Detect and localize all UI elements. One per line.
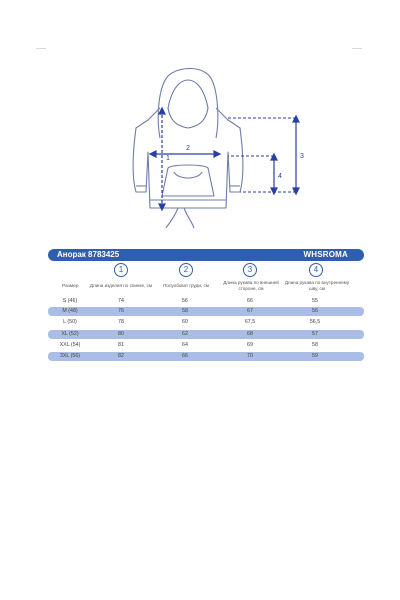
marker-1: 1 — [166, 155, 170, 162]
size-column-header: Размер — [62, 284, 79, 289]
hood-opening — [168, 80, 208, 128]
value-cell: 74 — [118, 298, 124, 304]
kangaroo-pocket — [162, 165, 214, 196]
value-cell: 62 — [182, 331, 188, 337]
value-cell: 56 — [312, 308, 318, 314]
value-cell: 56,5 — [309, 319, 321, 325]
table-row — [48, 330, 364, 339]
value-cell: 76 — [118, 308, 124, 314]
body-outline — [133, 108, 243, 208]
value-cell: 58 — [182, 308, 188, 314]
marker-4: 4 — [278, 173, 282, 180]
product-title: Анорак 8783425 — [57, 250, 120, 259]
table-row — [48, 341, 364, 350]
value-cell: 68 — [247, 331, 253, 337]
anorak-measurement-diagram — [60, 68, 320, 238]
value-cell: 81 — [118, 342, 124, 348]
column-number-3: 3 — [243, 263, 257, 277]
corner-mark-left — [36, 48, 46, 49]
pocket-opening — [174, 172, 202, 178]
marker-3: 3 — [300, 153, 304, 160]
value-cell: 69 — [247, 342, 253, 348]
value-cell: 58 — [312, 342, 318, 348]
value-cell: 78 — [118, 319, 124, 325]
column-header-4: Длина рукава по внутреннему шву, см — [284, 280, 350, 291]
value-cell: 82 — [118, 353, 124, 359]
value-cell: 66 — [247, 298, 253, 304]
value-cell: 57 — [312, 331, 318, 337]
column-number-4: 4 — [309, 263, 323, 277]
column-header-2: Полуобхват груди, см — [163, 283, 209, 288]
table-row — [48, 297, 364, 306]
size-cell: XL (52) — [61, 331, 79, 337]
value-cell: 67,5 — [244, 319, 256, 325]
corner-mark-right — [352, 48, 362, 49]
column-number-1: 1 — [114, 263, 128, 277]
size-cell: L (50) — [63, 319, 77, 325]
table-row — [48, 318, 364, 327]
value-cell: 55 — [312, 298, 318, 304]
value-cell: 80 — [118, 331, 124, 337]
value-cell: 64 — [182, 342, 188, 348]
value-cell: 60 — [182, 319, 188, 325]
table-row — [48, 307, 364, 316]
value-cell: 67 — [247, 308, 253, 314]
marker-2: 2 — [186, 145, 190, 152]
value-cell: 56 — [182, 298, 188, 304]
size-cell: S (46) — [62, 298, 78, 304]
value-cell: 59 — [312, 353, 318, 359]
value-cell: 70 — [247, 353, 253, 359]
brand-name: WHSROMA — [303, 250, 348, 259]
table-header-bar — [48, 249, 364, 261]
column-number-2: 2 — [179, 263, 193, 277]
drawcord — [166, 208, 194, 228]
size-cell: M (48) — [62, 308, 78, 314]
size-cell: 3XL (56) — [59, 353, 81, 359]
value-cell: 66 — [182, 353, 188, 359]
table-row — [48, 352, 364, 361]
column-header-1: Длина изделия по спинке, см — [89, 283, 153, 288]
size-cell: XXL (54) — [59, 342, 81, 348]
column-header-3: Длина рукава по внешней стороне, см — [223, 280, 279, 291]
